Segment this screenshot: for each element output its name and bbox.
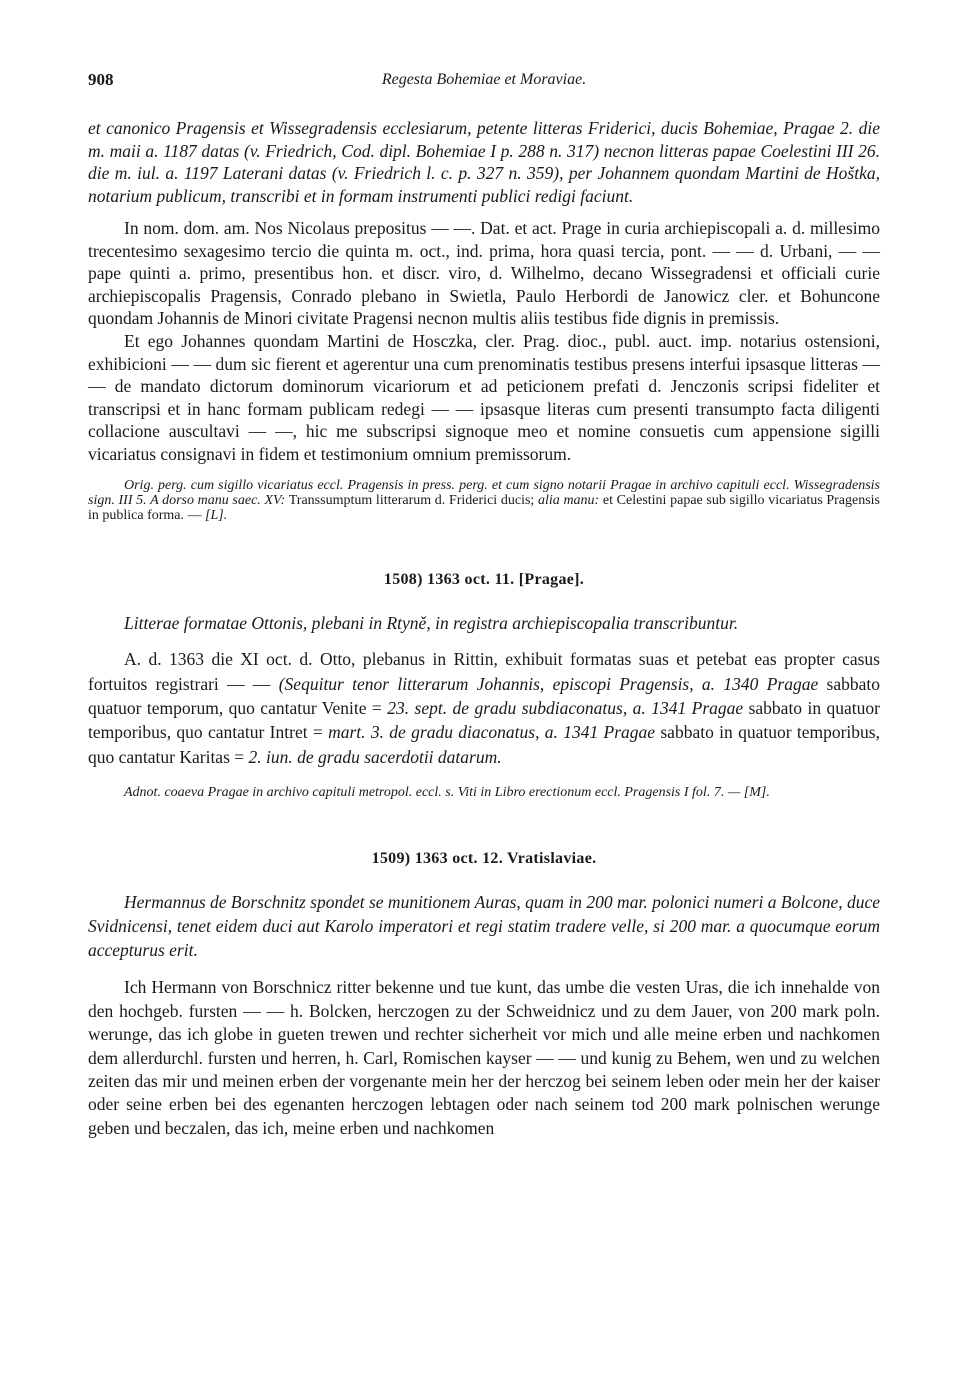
entry-1507-paragraph-1: In nom. dom. am. Nos Nicolaus prepositus — —. Dat. et act. Prage in curia archiepiscopali a. d. millesimo trecentesimo sexagesimo tercio die quinta m. oct., ind. prima, hora quasi tercia, pont. — — d. Urbani, — — pape quinti a. primo, presentibus hon. et discr. viro, d. Wilhelmo, decano Wissegradensi et officiali curie archiepiscopalis Pragensis, Conrado plebano in Swietla, Paulo Herbordi de Janowicz cler. et Bohuncone quondam Johannis de Minori civitate Pragensi necnon multis aliis testibus fide dignis in premissis.: [88, 218, 880, 329]
entry-1509-heading: 1509) 1363 oct. 12. Vratislaviae.: [371, 850, 597, 868]
text-roman-4: sabbato in quatuor temporibus, quo cantatur Karitas =: [88, 722, 880, 767]
text-roman-2: sabbato quatuor temporum, quo cantatur Venite =: [88, 673, 880, 718]
running-head: Regesta Bohemiae et Moraviae.: [381, 71, 587, 88]
text-italic-3: mart. 3. de gradu diaconatus, a. 1341 Pragae: [328, 722, 656, 743]
page-header: [88, 70, 880, 98]
note-italic-2: alia manu:: [537, 492, 600, 508]
entry-1508-regest: Litterae formatae Ottonis, plebani in Rtyně, in registra archiepiscopalia transcribuntur.: [124, 613, 739, 634]
entry-1507-source-note: [88, 478, 880, 524]
page: [88, 70, 880, 1140]
text-roman-3: sabbato in quatuor temporibus, quo cantatur Intret =: [88, 697, 880, 743]
text-roman-1: A. d. 1363 die XI oct. d. Otto, plebanus in Rittin, exhibuit formatas suas et petebat eas propter casus fortuitos registrari — —: [88, 649, 880, 694]
text-italic-1: (Sequitur tenor litterarum Johannis, episcopi Pragensis, a. 1340 Pragae: [278, 673, 819, 694]
entry-1509-text: Ich Hermann von Borschnicz ritter bekenne und tue kunt, das umbe die vesten Uras, die ich innehalde von den hochgeb. fursten — — h. Bolcken, herczogen zu der Schweidnicz und zu dem Jauer, von 200 mark poln. werunge, das ich globe in gueten trewen und rechter sicherheit vor mich und alle meine erben und nachkomen dem allerdurchl. fursten und herren, h. Carl, Romischen kayser — — und kunig zu Behem, wen und zu welchen zeiten das mir und meinen erben der vorgenante mein her der herczog bei seinem leben oder mein her der kaiser oder seine erben bei des egenanten herczogen lebtagen oder nach seinem tod 200 mark polnischen werunge geben und beczalen, das ich, meine erben und nachkomen: [88, 977, 880, 1138]
text-italic-4: 2. iun. de gradu sacerdotii datarum.: [248, 746, 502, 767]
entry-1508-heading: 1508) 1363 oct. 11. [Pragae].: [383, 571, 585, 589]
text-italic-2: 23. sept. de gradu subdiaconatus, a. 1341 Pragae: [387, 697, 744, 718]
entry-1508-source-note: Adnot. coaeva Pragae in archivo capituli metropol. eccl. s. Viti in Libro erectionum eccl. Pragensis I fol. 7. — [M].: [124, 785, 770, 801]
note-italic-1: Orig. perg. cum sigillo vicariatus eccl. Pragensis in press. perg. et cum signo notarii Pragae in archivo capituli eccl. Wissegradensis sign. III 5. A dorso manu saec. XV:: [88, 477, 880, 508]
page-number: 908: [88, 70, 114, 89]
entry-1509-regest: Hermannus de Borschnitz spondet se munitionem Auras, quam in 200 mar. polonici numeri a Bolcone, duce Svidnicensi, tenet eidem duci aut Karolo imperatori et regi statim tradere velle, si 200 mar. a quocumque eorum accepturus erit.: [88, 892, 880, 961]
entry-1507-intro: et canonico Pragensis et Wissegradensis ecclesiarum, petente litteras Friderici, ducis Bohemiae, Pragae 2. die m. maii a. 1187 datas (v. Friedrich, Cod. dipl. Bohemiae I p. 288 n. 317) necnon litteras papae Coelestini III 26. die m. iul. a. 1197 Laterani datas (v. Friedrich l. c. p. 327 n. 359), per Johannem quondam Martini de Hoštka, notarium publicum, transcribi et in formam instrumenti publici redigi faciunt.: [88, 118, 880, 206]
entry-1507-paragraph-2: Et ego Johannes quondam Martini de Hosczka, cler. Prag. dioc., publ. auct. imp. notarius ostensioni, exhibicioni — — dum sic fierent et agerentur una cum prenominatis testibus presens interfui ipsasque litteras — — de mandato dictorum dominorum vicariorum et ad peticionem prefati d. Jenczonis scripsi fideliter et transcripsi et in hanc formam publicam redegi — — ipsasque literas cum presenti transumpto facta diligenti collacione auscultavi — —, hic me subscripsi signoque meo et nomine consuetis cum appensione sigilli vicariatus consignavi in fidem et testimonium omnium premissorum.: [88, 330, 880, 464]
note-roman-2: et Celestini papae sub sigillo vicariatus Pragensis in publica forma. —: [88, 492, 880, 523]
note-italic-3: [L].: [205, 507, 228, 523]
entry-1508-text: [88, 647, 880, 769]
note-roman-1: Transsumptum litterarum d. Friderici ducis;: [285, 492, 538, 508]
